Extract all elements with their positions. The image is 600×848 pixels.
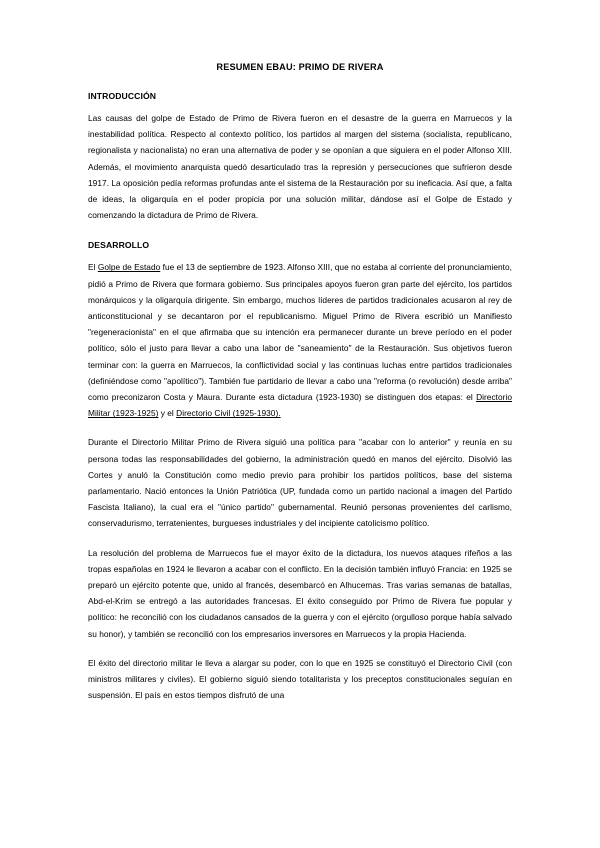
section-heading-introduccion: INTRODUCCIÓN xyxy=(88,91,157,101)
paragraph: El éxito del directorio militar le lleva a alargar su poder, con lo que en 1925 se constituyó el Directorio Civil (con ministros militares y civiles). El gobierno siguió siendo totalitarista y los preceptos constitucionales seguían en suspensión. El país en estos tiempos disfrutó de una xyxy=(88,657,512,701)
paragraph: El Golpe de Estado fue el 13 de septiembre de 1923. Alfonso XIII, que no estaba al corriente del pronunciamiento, pidió a Primo de Rivera que formara gobierno. Sus principales apoyos fueron gran parte del ejército, los partidos monárquicos y la oligarquía dirigente. Sin embargo, muchos líderes de partidos tradicionales acusaron al rey de anticonstitucional y se decantaron por el republicanismo. Miguel Primo de Rivera escribió un Manifiesto "regeneracionista" en el que afirmaba que su intención era permanecer durante un breve período en el poder político, sólo el justo para llevar a cabo una labor de "saneamiento" de la Restauración. Sus objetivos fueron terminar con: la guerra en Marruecos, la conflictividad social y las continuas luchas entre partidos tradicionales (definiéndose como "apolítico"). También fue partidario de llevar a cabo una "reforma (o revolución) desde arriba" como preconizaron Costa y Maura. Durante esta dictadura (1923-1930) se distinguen dos etapas: el Directorio Militar (1923-1925) y el Directorio Civil (1925-1930). xyxy=(88,262,512,419)
paragraph: La resolución del problema de Marruecos fue el mayor éxito de la dictadura, los nuevos ataques rifeños a las tropas españolas en 1924 le llevaron a acabar con el conflicto. En la decisión también influyó Francia: en 1925 se preparó un ejército potente que, unido al francés, desembarcó en Alhucemas. Tras varias semanas de batallas, Abd-el-Krim se entregó a las autoridades francesas. El éxito conseguido por Primo de Rivera fue popular y político: he reconcilió con los ciudadanos cansados de la guerra y con el ejército (orgulloso porque había salvado su honor), y también se reconcilió con los empresarios inversores en Marruecos y la propia Hacienda. xyxy=(88,547,512,639)
paragraph: Durante el Directorio Militar Primo de Rivera siguió una política para "acabar con lo anterior" y reunía en su persona todas las responsabilidades del gobierno, la administración quedó en manos del ejército. Disolvió las Cortes y anuló la Constitución como medio previo para prohibir los partidos políticos, base del sistema parlamentario. Nació entonces la Unión Patriótica (UP, fundada como un partido nacional a imagen del Partido Fascista Italiano), la cual era el "único partido" gubernamental. Reunió personas provenientes del carlismo, conservadurismo, terratenientes, burgueses industriales y del incipiente catolicismo político. xyxy=(88,437,512,529)
page-title: RESUMEN EBAU: PRIMO DE RIVERA xyxy=(216,62,384,72)
section-heading-desarrollo: DESARROLLO xyxy=(88,240,150,251)
paragraph: Las causas del golpe de Estado de Primo de Rivera fueron en el desastre de la guerra en Marruecos y la inestabilidad política. Respecto al contexto político, los partidos al margen del sistema (socialista, republicano, regionalista y nacionalista) no eran una alternativa de poder y se oponían a que siguiera en el poder Alfonso XIII. Además, el movimiento anarquista quedó desarticulado tras la represión y persecuciones que sufrieron desde 1917. La oposición pedía reformas profundas ante el sistema de la Restauración por su ineficacia. Así que, a falta de ideas, la oligarquía en el poder propicia por una solución militar, dándose así el Golpe de Estado y comenzando la dictadura de Primo de Rivera. xyxy=(88,113,512,221)
